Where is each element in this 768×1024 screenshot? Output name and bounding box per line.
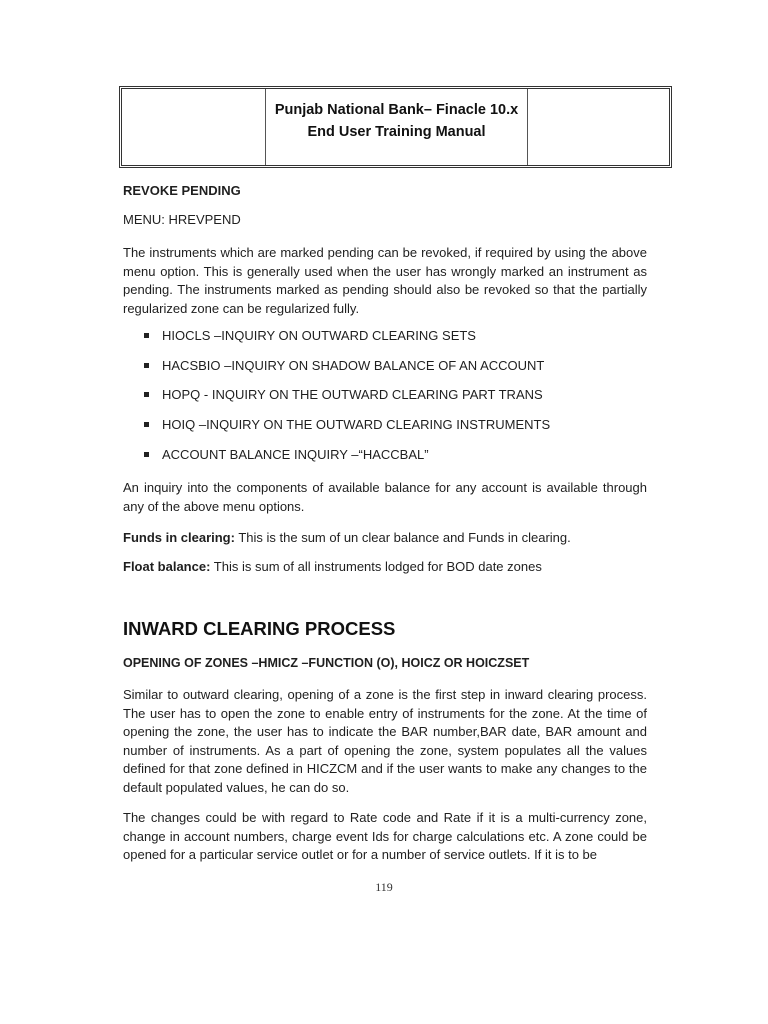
bullet-text: HOPQ - INQUIRY ON THE OUTWARD CLEARING PART TRANS [162,387,543,402]
float-balance-line [123,558,647,577]
bullet-text: HOIQ –INQUIRY ON THE OUTWARD CLEARING INSTRUMENTS [162,417,551,432]
bullet-square-icon [144,422,149,427]
inquiry-paragraph: An inquiry into the components of available balance for any account is available through any of the above menu options. [123,480,647,514]
bullet-text: ACCOUNT BALANCE INQUIRY –“HACCBAL” [162,447,429,462]
header-title-cell [266,89,528,165]
bullet-item [144,416,550,434]
bullet-item [144,386,543,404]
float-label: Float balance: [123,559,211,574]
page-number: 119 [375,880,393,894]
bullet-square-icon [144,392,149,397]
opening-zones-subheading: OPENING OF ZONES –HMICZ –FUNCTION (O), HOICZ OR HOICZSET [123,656,530,670]
inward-clearing-title: INWARD CLEARING PROCESS [123,618,396,639]
funds-label: Funds in clearing: [123,530,235,545]
inward-paragraph-1: Similar to outward clearing, opening of a zone is the first step in inward clearing process. The user has to open the zone to enable entry of instruments for the zone. At the time of opening the zone, the user has to indicate the BAR number,BAR date, BAR amount and number of instruments. As a part of opening the zone, system populates all the values defined for that zone defined in HICZCM and if the user wants to make any changes to the default populated values, he can do so. [123,687,647,795]
funds-text: This is the sum of un clear balance and Funds in clearing. [234,530,571,545]
revoke-heading: REVOKE PENDING [123,183,241,198]
bullet-item [144,357,544,375]
bullet-square-icon [144,363,149,368]
funds-in-clearing-line [123,529,647,548]
header-bank-title: Punjab National Bank– Finacle 10.x [274,102,519,118]
bullet-square-icon [144,452,149,457]
bullet-square-icon [144,333,149,338]
bullet-item [144,327,476,345]
inward-paragraph-2: The changes could be with regard to Rate code and Rate if it is a multi-currency zone, change in account numbers, charge event Ids for charge calculations etc. A zone could be opened for a particular service outlet or for a number of service outlets. If it is to be [123,810,647,862]
bullet-text: HACSBIO –INQUIRY ON SHADOW BALANCE OF AN ACCOUNT [162,358,545,373]
float-text: This is sum of all instruments lodged for BOD date zones [210,559,542,574]
revoke-paragraph: The instruments which are marked pending can be revoked, if required by using the above menu option. This is generally used when the user has wrongly marked an instrument as pending. The instruments marked as pending should also be revoked so that the partially regularized zone can be regularized fully. [123,245,647,316]
header-table [119,86,672,168]
bullet-text: HIOCLS –INQUIRY ON OUTWARD CLEARING SETS [162,328,476,343]
bullet-item [144,446,429,464]
header-left-cell [122,89,266,165]
revoke-menu: MENU: HREVPEND [123,212,241,227]
header-right-cell [528,89,669,165]
header-manual-title: End User Training Manual [307,124,486,140]
